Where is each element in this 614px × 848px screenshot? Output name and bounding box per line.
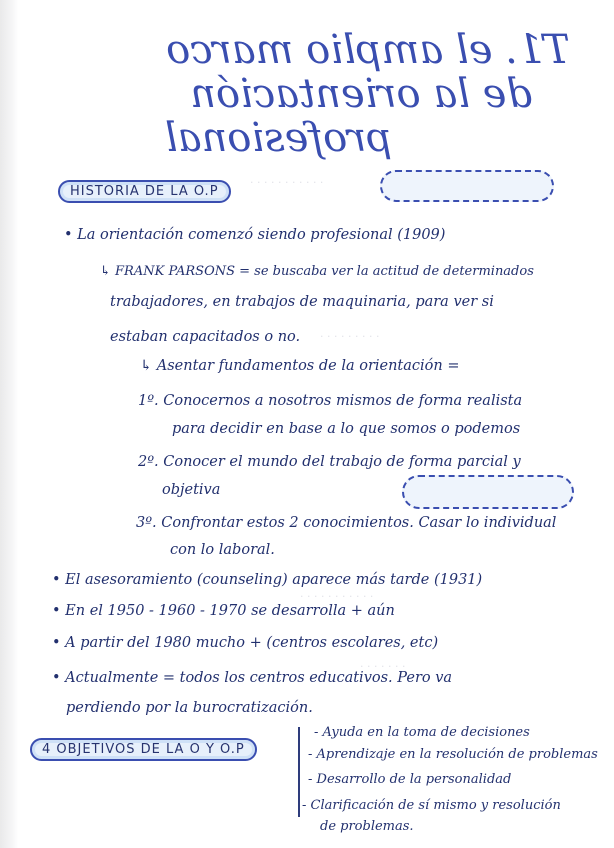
note-line: 2º. Conocer el mundo del trabajo de forma parcial y bbox=[138, 454, 521, 470]
mirrored-title bbox=[70, 28, 570, 163]
note-line: ↳ FRANK PARSONS = se buscaba ver la actitud de determinados bbox=[100, 264, 534, 279]
note-line: para decidir en base a lo que somos o podemos bbox=[172, 421, 521, 437]
section-heading-objetivos: 4 OBJETIVOS DE LA O Y O.P bbox=[30, 738, 257, 761]
note-line: • El asesoramiento (counseling) aparece más tarde (1931) bbox=[52, 572, 483, 588]
title-line-2: de la orientación bbox=[190, 71, 532, 117]
note-line: ↳ Asentar fundamentos de la orientación = bbox=[140, 358, 460, 374]
bleed-through-mark: · · · · · · · · · · · bbox=[250, 176, 324, 189]
note-line: perdiendo por la burocratización. bbox=[66, 700, 313, 716]
note-line: estaban capacitados o no. bbox=[110, 329, 301, 345]
note-line: • En el 1950 - 1960 - 1970 se desarrolla + aún bbox=[52, 603, 395, 619]
title-line-3: profesional bbox=[164, 115, 392, 161]
bleed-through-mark: · · · · · · · bbox=[360, 660, 406, 673]
objective-item: de problemas. bbox=[320, 819, 414, 834]
note-line: con lo laboral. bbox=[170, 542, 275, 558]
note-line: 1º. Conocernos a nosotros mismos de forma realista bbox=[138, 393, 523, 409]
decorative-cloud bbox=[402, 475, 574, 509]
note-line: • Actualmente = todos los centros educativos. Pero va bbox=[52, 670, 453, 686]
objective-item: - Clarificación de sí mismo y resolución bbox=[302, 798, 561, 813]
note-line: • La orientación comenzó siendo profesional (1909) bbox=[64, 227, 446, 243]
note-line: objetiva bbox=[162, 482, 221, 498]
title-line-1: T1. el amplio marco bbox=[166, 27, 570, 73]
bleed-through-mark: · · · · · · · · · bbox=[320, 330, 380, 343]
bleed-through-mark: · · · · · · · · · · · bbox=[300, 590, 374, 603]
note-line: 3º. Confrontar estos 2 conocimientos. Casar lo individual bbox=[136, 515, 557, 531]
decorative-cloud bbox=[380, 170, 554, 202]
objective-item: - Desarrollo de la personalidad bbox=[308, 772, 512, 787]
note-line: trabajadores, en trabajos de maquinaria, para ver si bbox=[110, 294, 494, 310]
objective-item: - Ayuda en la toma de decisiones bbox=[314, 725, 530, 740]
objective-item: - Aprendizaje en la resolución de problemas bbox=[308, 747, 598, 762]
note-line: • A partir del 1980 mucho + (centros escolares, etc) bbox=[52, 635, 439, 651]
section-heading-historia: HISTORIA DE LA O.P bbox=[58, 180, 231, 203]
page-edge-shadow bbox=[0, 0, 18, 848]
